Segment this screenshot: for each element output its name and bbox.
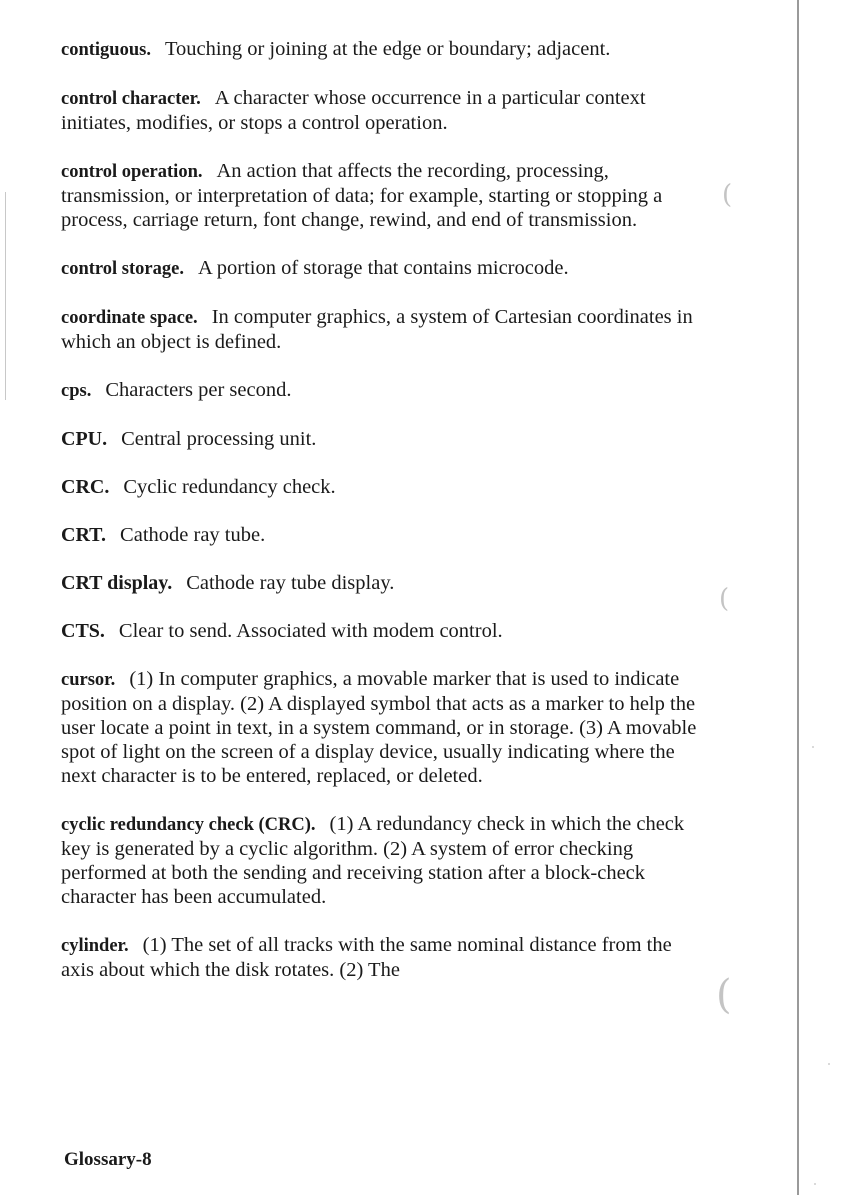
glossary-entry [61,427,701,451]
entry-term: cylinder. [61,936,129,956]
page-number: Glossary-8 [64,1149,152,1170]
entry-term: cps. [61,381,92,401]
left-margin-line [5,192,6,400]
glossary-entry [61,619,701,643]
glossary-entry [61,933,701,982]
scan-mark: ( [716,972,732,1018]
glossary-entry [61,571,701,595]
glossary-entry [61,305,701,354]
entry-term: CRT display. [61,572,173,594]
scan-mark: ( [722,180,733,210]
glossary-entry [61,812,701,909]
scan-mark: ( [719,584,730,614]
entry-term: CRT. [61,524,107,546]
entry-definition: Cathode ray tube display. [186,572,395,594]
entry-definition: Touching or joining at the edge or boundary; adjacent. [164,38,611,60]
binding-edge-line [797,0,799,1195]
entry-term: control character. [61,89,201,109]
scan-speck [812,746,814,748]
entry-term: CPU. [61,428,108,450]
entry-definition: A character whose occurrence in a particular context initiates, modifies, or stops a control operation. [61,87,646,134]
entry-definition: A portion of storage that contains microcode. [197,257,569,279]
entry-definition: Cyclic redundancy check. [123,476,336,498]
entry-definition: Central processing unit. [121,428,317,450]
entry-definition: (1) The set of all tracks with the same nominal distance from the axis about which the disk rotates. (2) The [61,934,672,981]
entry-term: cursor. [61,670,116,690]
entry-definition: Cathode ray tube. [120,524,266,546]
entry-term: coordinate space. [61,308,198,328]
glossary-entry [61,667,701,788]
entry-term: CRC. [61,476,110,498]
entry-term: CTS. [61,620,105,642]
entry-definition: Clear to send. Associated with modem control. [118,620,503,642]
scan-speck [828,1063,830,1065]
entry-definition: Characters per second. [105,379,292,401]
glossary-entries [61,37,701,1006]
entry-definition: An action that affects the recording, processing, transmission, or interpretation of data; for example, starting or stopping a process, carriage return, font change, rewind, and end of transmission. [61,160,663,231]
entry-term: control storage. [61,259,184,279]
glossary-entry [61,378,701,403]
entry-term: cyclic redundancy check (CRC). [61,815,316,835]
entry-term: contiguous. [61,40,151,60]
glossary-entry [61,37,701,62]
glossary-entry [61,86,701,135]
entry-definition: In computer graphics, a system of Cartesian coordinates in which an object is defined. [61,306,693,353]
glossary-entry [61,523,701,547]
glossary-entry [61,159,701,232]
entry-term: control operation. [61,162,203,182]
scan-speck [814,1183,816,1185]
entry-definition: (1) A redundancy check in which the check key is generated by a cyclic algorithm. (2) A system of error checking performed at both the sending and receiving station after a block-check character has been accumulated. [61,813,685,908]
glossary-entry [61,256,701,281]
entry-definition: (1) In computer graphics, a movable marker that is used to indicate position on a display. (2) A displayed symbol that acts as a marker to help the user locate a point in text, in a system command, or in storage. (3) A movable spot of light on the screen of a display device, usually indicating where the next character is to be entered, replaced, or deleted. [61,668,697,787]
glossary-entry [61,475,701,499]
